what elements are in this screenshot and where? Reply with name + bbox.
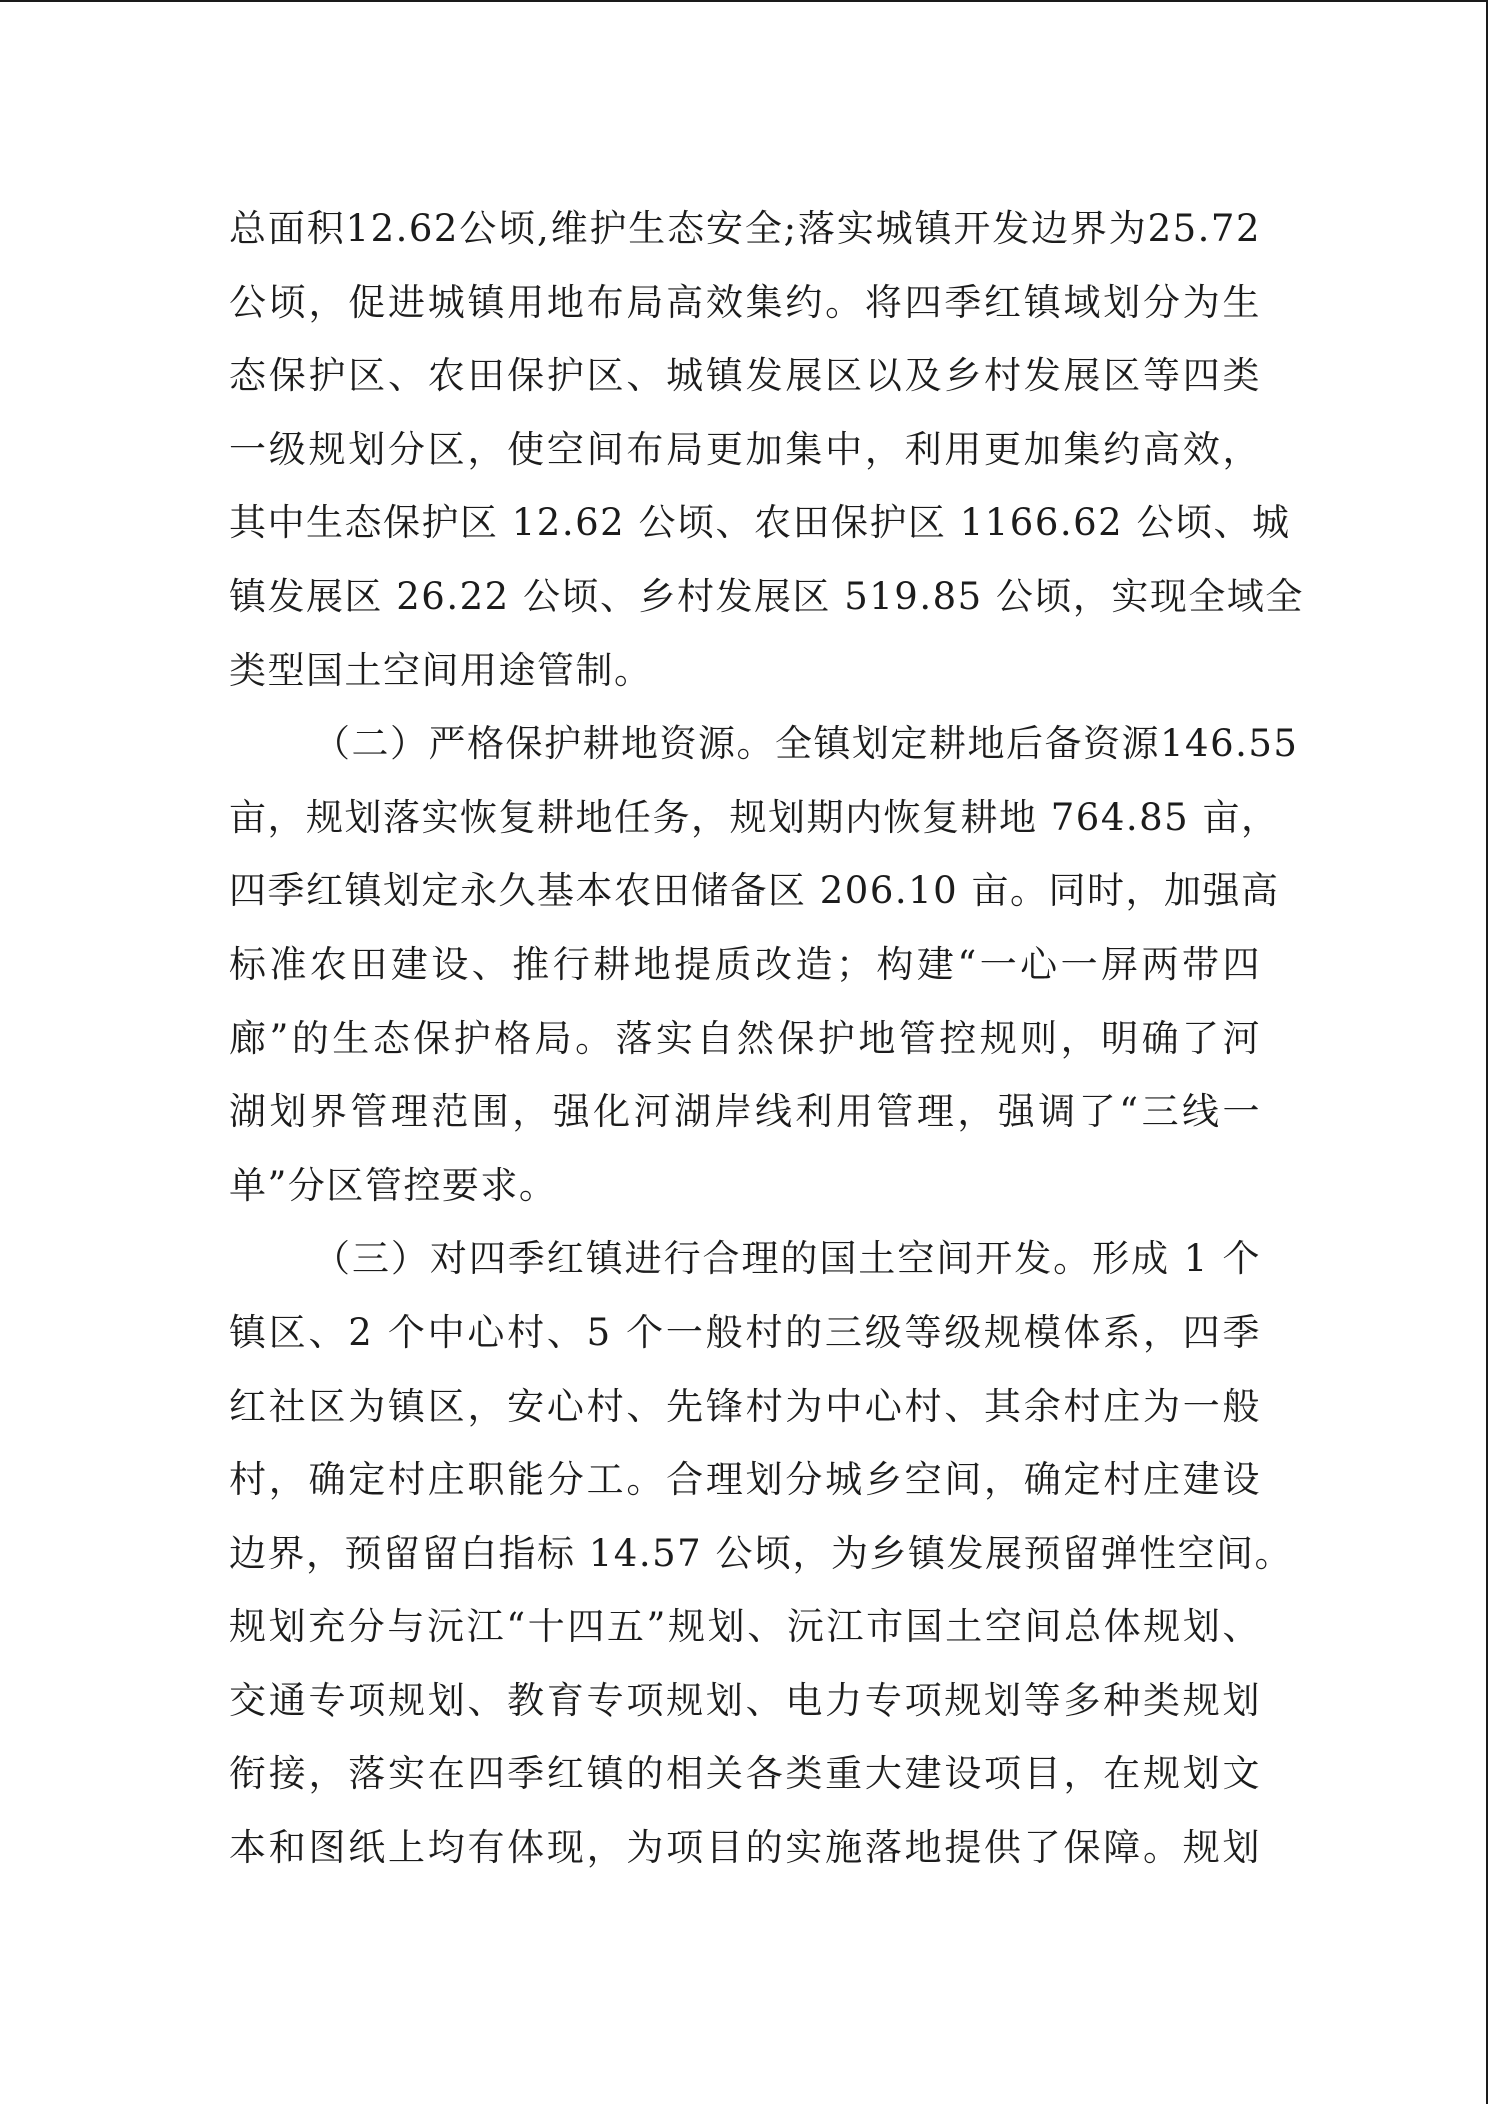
text-line: 总面积12.62公顷,维护生态安全;落实城镇开发边界为25.72 — [229, 207, 1261, 250]
text-line: 一级规划分区，使空间布局更加集中，利用更加集约高效， — [229, 427, 1261, 471]
text-line: 态保护区、农田保护区、城镇发展区以及乡村发展区等四类 — [229, 354, 1261, 398]
text-line: 镇区、2 个中心村、5 个一般村的三级等级规模体系，四季 — [229, 1310, 1261, 1354]
text-line: 红社区为镇区，安心村、先锋村为中心村、其余村庄为一般 — [229, 1384, 1261, 1428]
text-line: 单”分区管控要求。 — [229, 1163, 558, 1207]
text-line: 其中生态保护区 12.62 公顷、农田保护区 1166.62 公顷、城 — [229, 501, 1291, 545]
text-line: （三）对四季红镇进行合理的国土空间开发。形成 1 个 — [313, 1237, 1261, 1281]
text-line: 衔接，落实在四季红镇的相关各类重大建设项目，在规划文 — [229, 1752, 1261, 1796]
text-line: 交通专项规划、教育专项规划、电力专项规划等多种类规划 — [229, 1678, 1261, 1722]
text-line: 本和图纸上均有体现，为项目的实施落地提供了保障。规划 — [229, 1826, 1261, 1870]
text-line: 湖划界管理范围，强化河湖岸线利用管理，强调了“三线一 — [229, 1090, 1261, 1134]
text-line: 廊”的生态保护格局。落实自然保护地管控规则，明确了河 — [229, 1016, 1261, 1060]
document-body — [229, 192, 1304, 1885]
text-line: 镇发展区 26.22 公顷、乡村发展区 519.85 公顷，实现全域全 — [229, 574, 1304, 618]
text-line: （二）严格保护耕地资源。全镇划定耕地后备资源146.55 — [313, 722, 1299, 766]
text-line: 亩，规划落实恢复耕地任务，规划期内恢复耕地 764.85 亩， — [229, 795, 1280, 839]
text-line: 村，确定村庄职能分工。合理划分城乡空间，确定村庄建设 — [229, 1458, 1261, 1502]
text-line: 规划充分与沅江“十四五”规划、沅江市国土空间总体规划、 — [229, 1605, 1261, 1649]
text-line: 边界，预留留白指标 14.57 公顷，为乡镇发展预留弹性空间。 — [229, 1531, 1293, 1575]
text-line: 标准农田建设、推行耕地提质改造；构建“一心一屏两带四 — [229, 942, 1261, 986]
text-line: 四季红镇划定永久基本农田储备区 206.10 亩。同时，加强高 — [229, 869, 1280, 913]
text-line: 公顷，促进城镇用地布局高效集约。将四季红镇域划分为生 — [229, 280, 1261, 324]
text-line: 类型国土空间用途管制。 — [229, 648, 653, 692]
